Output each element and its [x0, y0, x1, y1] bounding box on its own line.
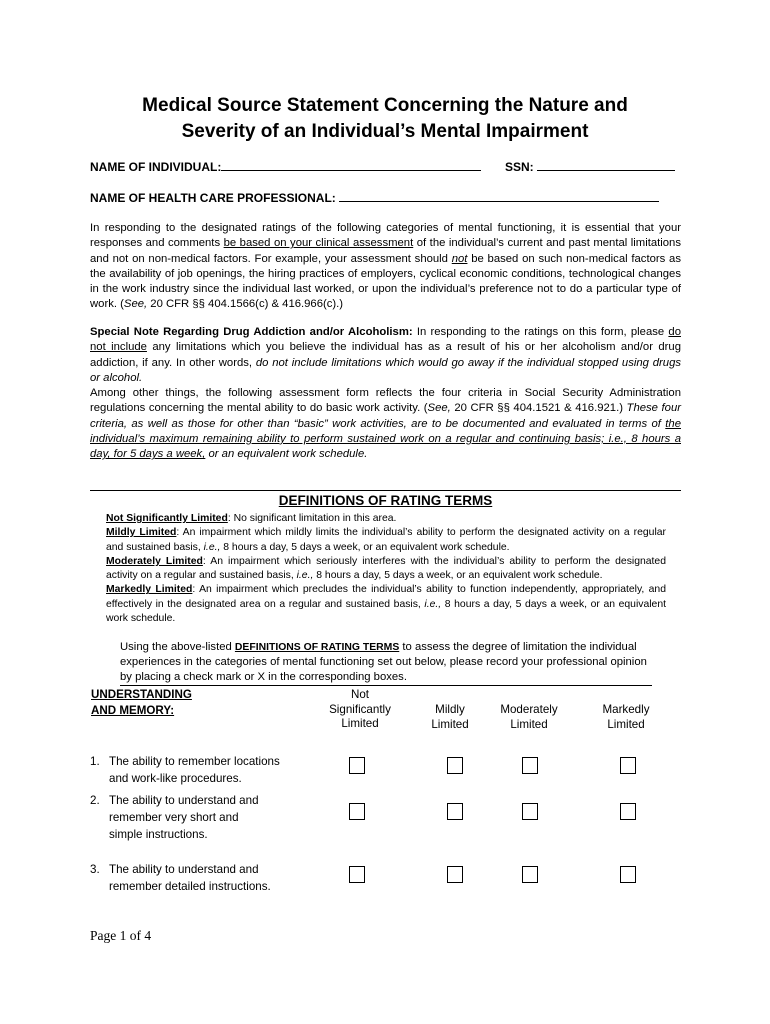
special-note-heading: Special Note Regarding Drug Addiction and/or Alcoholism: [90, 326, 413, 338]
item-3-moderately-checkbox[interactable] [522, 866, 538, 883]
item-1 [90, 753, 330, 787]
item-2-moderately-checkbox[interactable] [522, 803, 538, 820]
criteria-underline: the individual’s maximum remaining ability to perform sustained work on a regular and continuing basis; i.e., 8 hours a day, for 5 days a week, [90, 417, 681, 461]
def-text: 8 hours a day, 5 days a week, or an equivalent work schedule. [220, 541, 510, 553]
note-italic: do not include limitations which would go away if the individual stopped using drugs or alcohol. [90, 356, 681, 384]
item-1-not-significantly-checkbox[interactable] [349, 757, 365, 774]
name-row [90, 159, 481, 174]
special-note [90, 325, 681, 386]
professional-row [90, 190, 659, 205]
col-text: Limited [510, 717, 548, 731]
def-term: Mildly Limited [106, 527, 177, 539]
def-text: : No significant limitation in this area. [227, 513, 397, 524]
intro-see: See, [123, 298, 148, 311]
item-text: and work-like procedures. [109, 772, 242, 785]
item-3 [90, 861, 330, 895]
section-heading-line-1: UNDERSTANDING [91, 688, 192, 701]
def-text: : An impairment which seriously interferes with the individual’s ability to perform the designated activity on a regular and sustained basis, [106, 555, 666, 582]
item-2-mildly-checkbox[interactable] [447, 803, 463, 820]
item-number: 2. [90, 794, 100, 807]
col-text: Markedly [602, 703, 650, 716]
def-text: : An impairment which precludes the individual’s ability to function independently, appropriately, and effectively in the designated area on a regular and sustained basis, [106, 584, 666, 610]
def-text: 8 hours a day, 5 days a week, or an equivalent work schedule. [313, 570, 603, 582]
item-number: 1. [90, 755, 100, 768]
col-text: Not [350, 688, 370, 701]
criteria-text: 20 CFR §§ 404.1521 & 416.921.) [450, 402, 627, 415]
item-2-markedly-checkbox[interactable] [620, 803, 636, 820]
intro-underline: be based on your clinical assessment [223, 237, 414, 250]
ssn-row [505, 159, 675, 174]
def-moderately [106, 555, 666, 584]
name-label: NAME OF INDIVIDUAL: [90, 160, 222, 174]
instructions-paragraph [120, 640, 652, 684]
intro-text: In responding to the designated ratings of the following categories of mental functioning, it is essential that your responses and comments [90, 222, 681, 250]
col-text: Mildly [435, 703, 465, 716]
professional-field[interactable] [339, 190, 659, 202]
definitions-list [106, 512, 666, 626]
item-text: remember detailed instructions. [109, 880, 271, 893]
col-text: Moderately [500, 703, 558, 716]
col-markedly [586, 703, 666, 732]
def-term: Markedly Limited [106, 584, 193, 596]
page-title [0, 93, 770, 145]
item-1-markedly-checkbox[interactable] [620, 757, 636, 774]
col-text: Limited [341, 717, 379, 730]
def-text: 8 hours a day, 5 days a week, or an equivalent work schedule. [106, 598, 666, 625]
definitions-heading-text: DEFINITIONS OF RATING TERMS [278, 493, 493, 508]
item-number: 3. [90, 863, 100, 876]
col-text: Significantly [329, 702, 391, 716]
title-line-1: Medical Source Statement Concerning the Nature and [142, 95, 628, 116]
instructions-rule [120, 685, 652, 686]
intro-not: not [451, 252, 468, 265]
item-text: The ability to understand and [109, 794, 259, 807]
criteria-italic: These four criteria, as well as those for other than “basic” work activities, are to be documented and evaluated in terms of [90, 402, 681, 430]
item-text: simple instructions. [109, 828, 208, 841]
note-text: In responding to the ratings on this form, please [412, 326, 669, 338]
col-text: Limited [607, 717, 645, 731]
def-not-significantly [106, 512, 666, 526]
def-term: Moderately Limited [106, 555, 203, 567]
note-text: any limitations which you believe the individual has as a result of his or her alcoholism and/or drug addiction, if any. In other words, [90, 341, 681, 369]
item-3-markedly-checkbox[interactable] [620, 866, 636, 883]
ssn-label: SSN: [505, 160, 534, 174]
section-heading [91, 687, 192, 719]
instructions-term: DEFINITIONS OF RATING TERMS [234, 642, 400, 653]
col-moderately [488, 703, 570, 732]
criteria-text: Among other things, the following assessment form reflects the four criteria in Social Security Administration regulations concerning the mental ability to do basic work activity. ( [90, 387, 681, 415]
definitions-heading [90, 490, 681, 508]
item-text: The ability to understand and [109, 863, 259, 876]
professional-label: NAME OF HEALTH CARE PROFESSIONAL: [90, 191, 336, 205]
col-text: Limited [431, 717, 469, 731]
def-markedly [106, 583, 666, 626]
item-3-not-significantly-checkbox[interactable] [349, 866, 365, 883]
instructions-text: to assess the degree of limitation the individual experiences in the categories of mental functioning set out below, please record your professional opinion by placing a check mark or X in the corresponding boxes. [120, 641, 647, 683]
intro-text: of the individual’s current and past mental limitations and not on non-medical factors. For example, your assessment should [90, 237, 681, 265]
page-number: Page 1 of 4 [90, 928, 152, 943]
item-1-mildly-checkbox[interactable] [447, 757, 463, 774]
item-2-not-significantly-checkbox[interactable] [349, 803, 365, 820]
intro-paragraph [90, 221, 681, 313]
criteria-paragraph [90, 386, 681, 462]
item-3-mildly-checkbox[interactable] [447, 866, 463, 883]
title-line-2: Severity of an Individual’s Mental Impairment [181, 121, 589, 142]
intro-text: be based on such non-medical factors as the availability of job openings, the hiring practices of employers, cyclical economic conditions, technological changes in the work industry since the individual last worked, or upon the individual’s preference not to do a particular type of work. ( [90, 252, 681, 311]
col-mildly [418, 703, 482, 732]
item-2 [90, 792, 330, 843]
criteria-see: See, [427, 402, 451, 415]
item-text: The ability to remember locations [109, 755, 280, 768]
note-underline: do not include [90, 326, 681, 354]
section-heading-line-2: AND MEMORY: [91, 704, 175, 717]
instructions-text: Using the above-listed [120, 641, 235, 653]
criteria-italic: or an equivalent work schedule. [205, 448, 368, 461]
def-text: : An impairment which mildly limits the individual’s ability to perform the designated activity on a regular and sustained basis, [106, 527, 666, 553]
ssn-field[interactable] [537, 159, 675, 171]
item-1-moderately-checkbox[interactable] [522, 757, 538, 774]
def-term: Not Significantly Limited [106, 513, 228, 524]
def-ie: i.e., [424, 598, 442, 610]
name-field[interactable] [221, 159, 481, 171]
def-ie: i.e., [296, 570, 314, 582]
item-text: remember very short and [109, 811, 239, 824]
def-ie: i.e., [203, 541, 221, 553]
intro-text: 20 CFR §§ 404.1566(c) & 416.966(c).) [147, 298, 344, 311]
col-not-significantly [310, 688, 410, 732]
def-mildly [106, 526, 666, 555]
